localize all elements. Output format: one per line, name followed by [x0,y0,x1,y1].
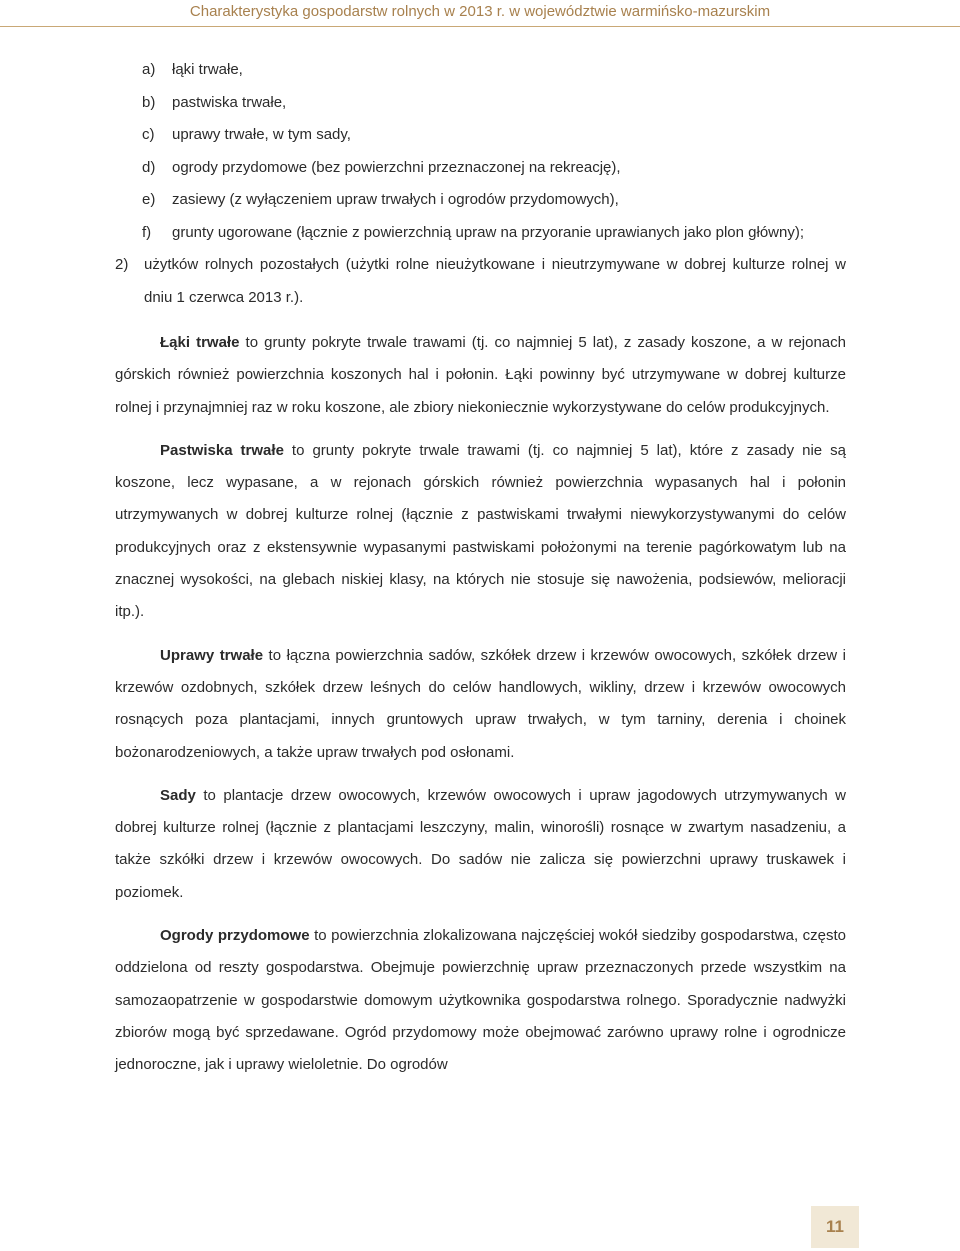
list-marker: e) [142,191,156,208]
list-item [115,87,846,120]
list-marker: 2) [115,256,129,273]
page-content [115,54,846,1082]
page-number [811,1206,859,1248]
list-marker: d) [142,158,156,176]
list-item-text: pastwiska trwałe, [172,93,287,111]
list-item-text: użytków rolnych pozostałych (użytki rolne nieużytkowane i nieutrzymywane w dobrej kulturze rolnej w dniu 1 czerwca 2013 r.). [144,256,846,306]
defined-term: Sady [160,786,196,804]
list-item-text: łąki trwałe, [172,61,243,78]
list-item [115,119,846,152]
list-marker: b) [142,93,156,111]
list-item-text: ogrody przydomowe (bez powierzchni przeznaczonej na rekreację), [172,158,621,176]
definition-paragraph [115,435,846,629]
list-marker: a) [142,61,156,78]
list-marker: f) [142,223,152,241]
page-number-text: 11 [826,1217,844,1236]
paragraph-text: to grunty pokryte trwale trawami (tj. co najmniej 5 lat), z zasady koszone, a w rejonach górskich również powierzchnia koszonych hal i połonin. Łąki powinny być utrzymywane w dobrej kulturze rolnej i przynajmniej raz w roku koszone, ale zbiory niekoniecznie wykorzystywane do celów produkcyjnych. [115,334,846,416]
paragraph-text: to plantacje drzew owocowych, krzewów owocowych i upraw jagodowych utrzymywanych w dobrej kulturze rolnej (łącznie z plantacjami leszczyny, malin, winorośli) rosnące w zwartym nasadzeniu, a także szkółki drzew i krzewów owocowych. Do sadów nie zalicza się powierzchni uprawy truskawek i poziomek. [115,786,846,901]
list-item [115,217,846,250]
list-item [115,152,846,185]
definition-paragraph [115,640,846,769]
defined-term: Ogrody przydomowe [160,927,310,945]
definition-list [115,54,846,314]
paragraph-text: to grunty pokryte trwale trawami (tj. co najmniej 5 lat), które z zasady nie są koszone, lecz wypasane, a w rejonach górskich również powierzchnia wypasanych hal i połonin utrzymywanych w dobrej kulturze rolnej (łącznie z pastwiskami trwałymi niewykorzystywanymi do celów produkcyjnych oraz z ekstensywnie wypasanymi pastwiskami położonymi na terenie pagórkowatym lub na znacznej wysokości, na glebach niskiej klasy, na których nie stosuje się nawożenia, podsiewów, melioracji itp.). [115,441,846,621]
definition-paragraph [115,327,846,424]
list-item-text: grunty ugorowane (łącznie z powierzchnią upraw na przyoranie uprawianych jako plon główny); [172,223,805,241]
running-header [0,0,960,27]
defined-term: Pastwiska trwałe [160,441,284,459]
defined-term: Uprawy trwałe [160,646,264,664]
list-item [115,249,846,314]
paragraph-text: to powierzchnia zlokalizowana najczęściej wokół siedziby gospodarstwa, często oddzielona od reszty gospodarstwa. Obejmuje powierzchnię upraw przeznaczonych przede wszystkim na samozaopatrzenie w gospodarstwie domowym użytkownika gospodarstwa rolnego. Sporadycznie nadwyżki zbiorów mogą być sprzedawane. Ogród przydomowy może obejmować zarówno uprawy rolne i ogrodnicze jednoroczne, jak i uprawy wieloletnie. Do ogrodów [115,927,846,1074]
list-marker: c) [142,126,155,143]
list-item-text: uprawy trwałe, w tym sady, [172,126,351,143]
defined-term: Łąki trwałe [160,334,240,351]
header-title: Charakterystyka gospodarstw rolnych w 2013 r. w województwie warmińsko-mazurskim [189,3,771,20]
paragraph-text: to łączna powierzchnia sadów, szkółek drzew i krzewów owocowych, szkółek drzew i krzewów ozdobnych, szkółek drzew leśnych do celów handlowych, wikliny, drzew i krzewów owocowych rosnących poza plantacjami, innych gruntowych upraw trwałych, w tym tarniny, derenia i choinek bożonarodzeniowych, a także upraw trwałych pod osłonami. [115,646,846,761]
list-item-text: zasiewy (z wyłączeniem upraw trwałych i ogrodów przydomowych), [172,191,619,208]
list-item [115,54,846,87]
list-item [115,184,846,217]
definition-paragraph [115,920,846,1081]
definition-paragraph [115,780,846,909]
